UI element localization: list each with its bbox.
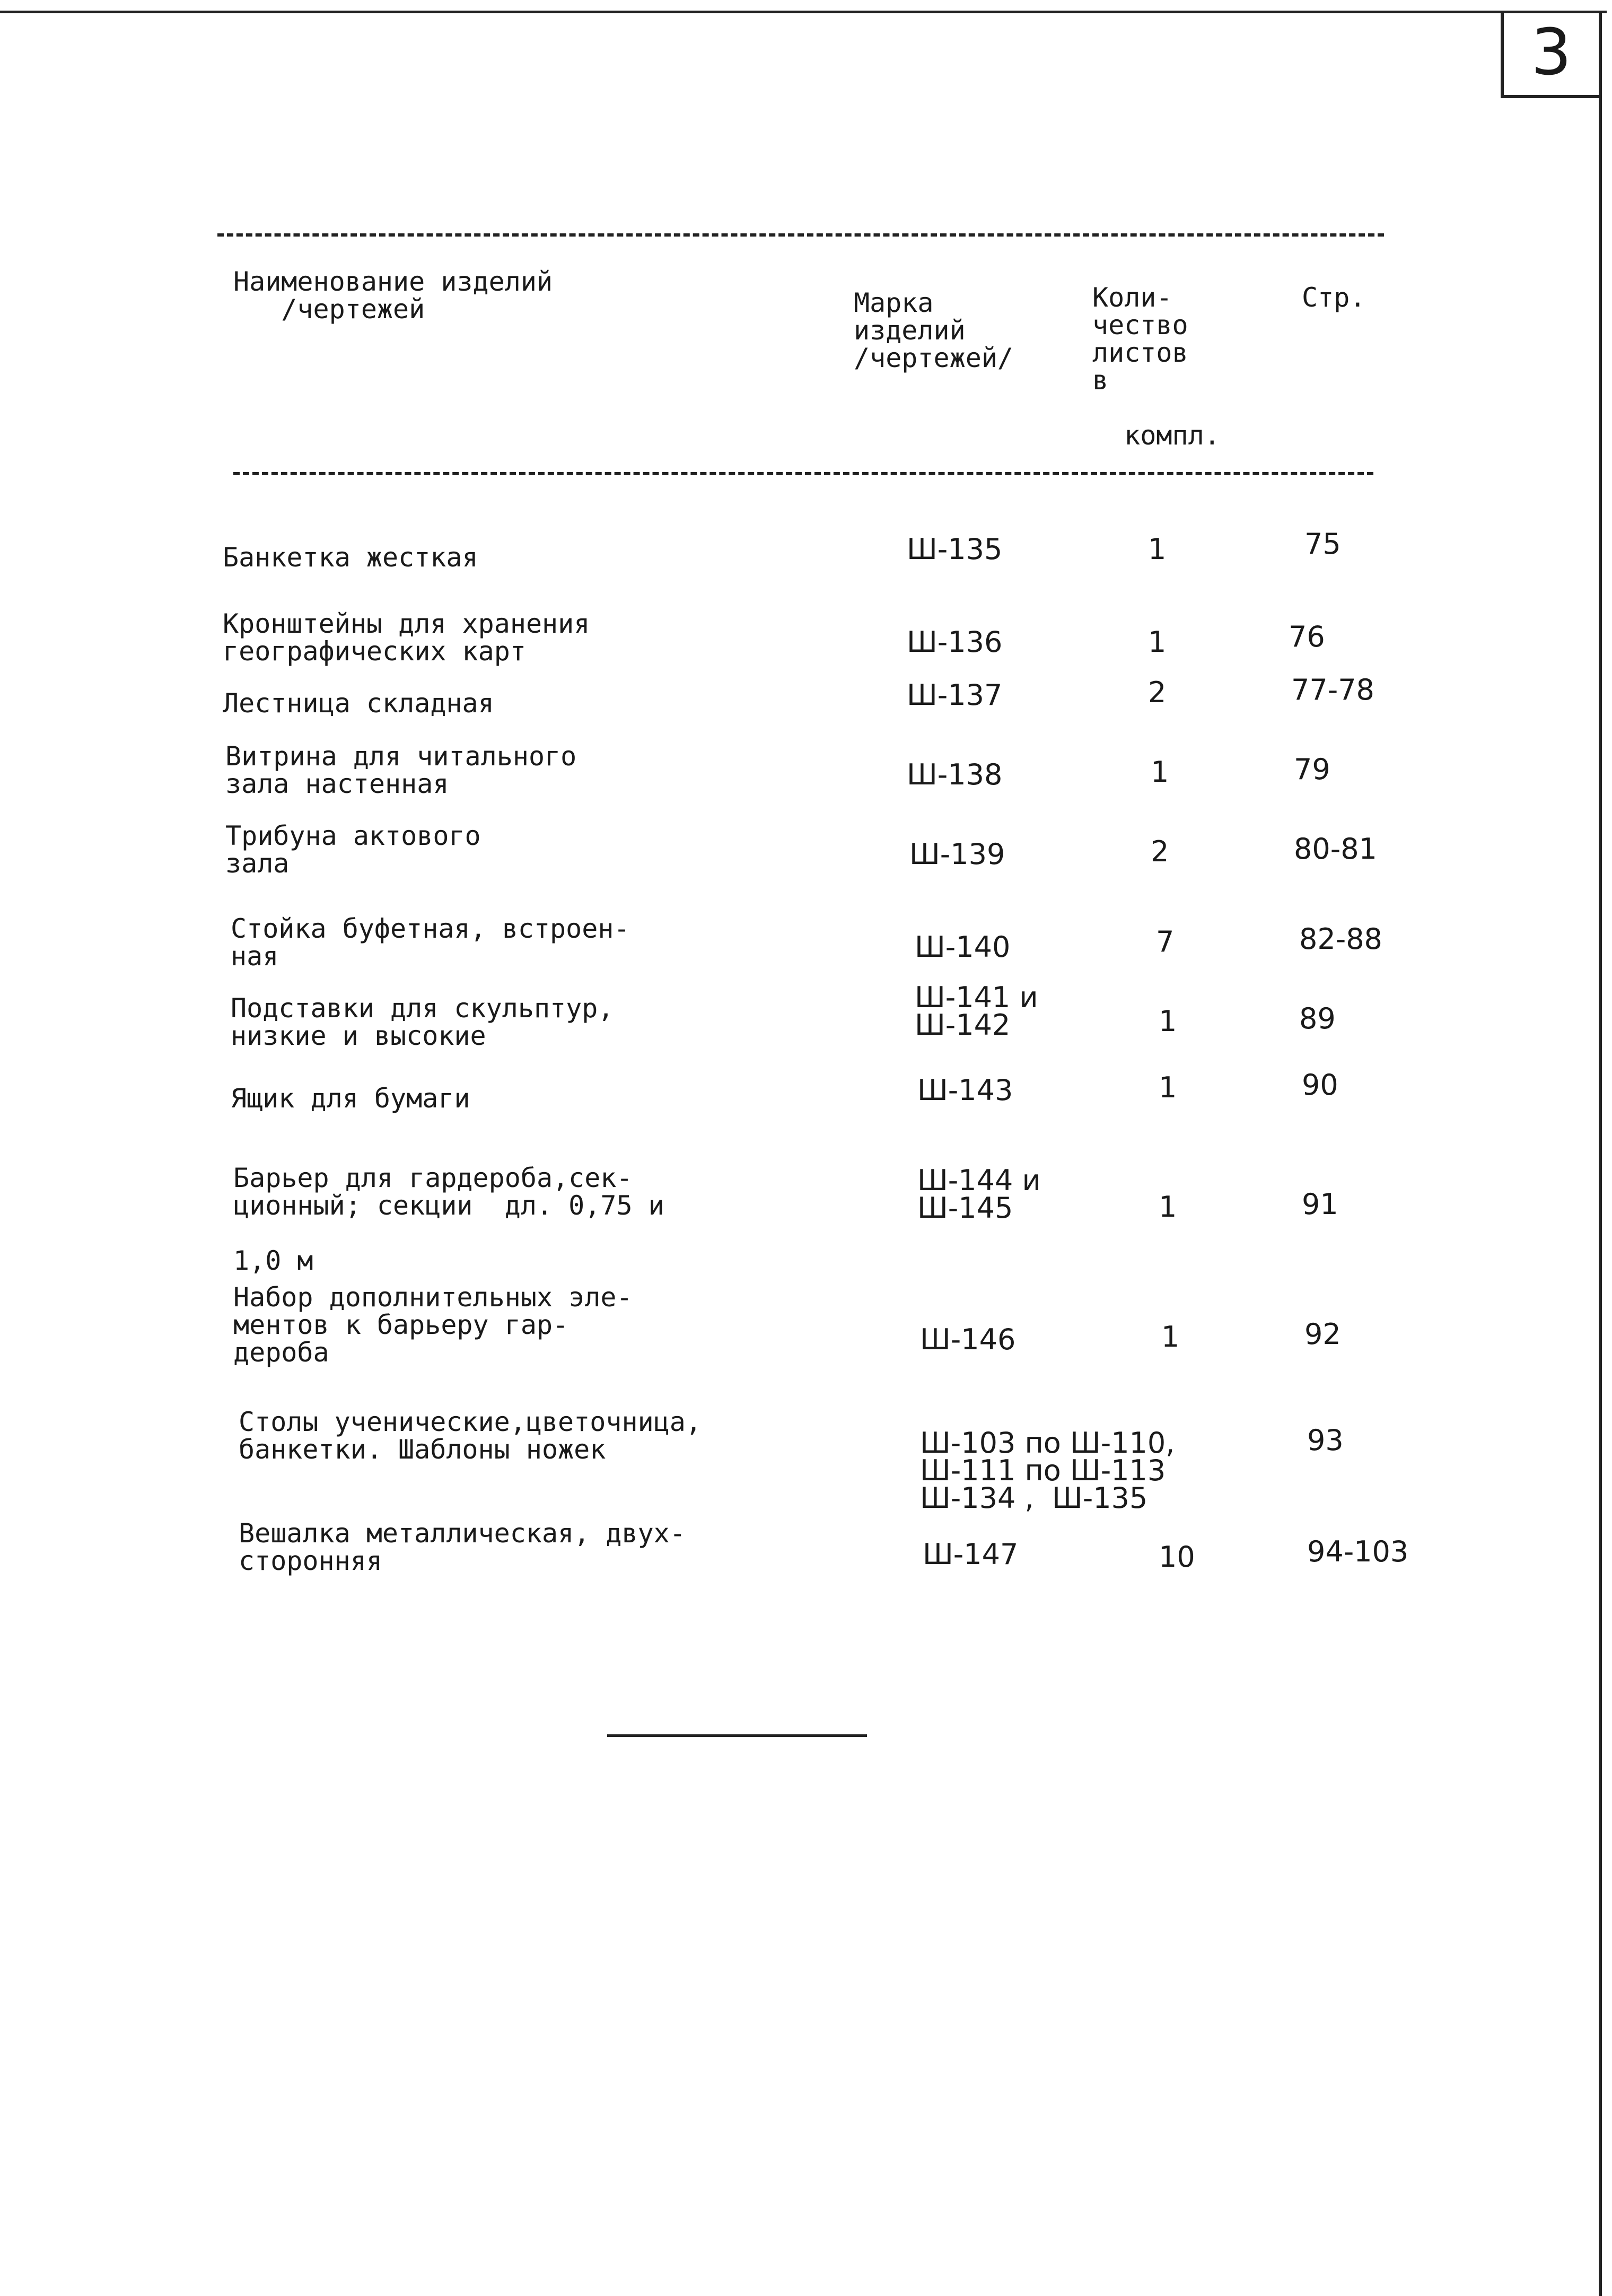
- row-1-mark: Ш-136: [907, 625, 1003, 659]
- row-9-page: 92: [1304, 1317, 1341, 1351]
- row-11-qty: 10: [1159, 1540, 1195, 1574]
- page-number: 3: [1501, 11, 1599, 98]
- row-0-mark: Ш-135: [907, 532, 1003, 566]
- row-7-mark: Ш-143: [917, 1073, 1013, 1107]
- row-10-page: 93: [1307, 1424, 1344, 1457]
- row-5-mark: Ш-140: [915, 930, 1011, 964]
- row-11-page: 94-103: [1307, 1535, 1409, 1568]
- row-8-qty: 1: [1159, 1190, 1177, 1224]
- row-4-qty: 2: [1151, 835, 1169, 868]
- closing-rule: [607, 1734, 867, 1737]
- row-2-page: 77-78: [1291, 673, 1374, 706]
- row-10-name: Столы ученические,цветочница, банкетки. Шаблоны ножек: [239, 1407, 702, 1465]
- header-qty: Коли- чество листов в компл.: [1092, 282, 1220, 451]
- row-5-name: Стойка буфетная, встроен- ная: [231, 913, 630, 972]
- frame-right-border: [1599, 11, 1602, 2296]
- row-8-name: Барьер для гардероба,сек- ционный; секции дл. 0,75 и 1,0 м: [233, 1163, 664, 1276]
- row-8-mark: Ш-144 и Ш-145: [917, 1164, 1041, 1225]
- row-7-page: 90: [1302, 1068, 1338, 1102]
- table-top-dashed-rule: [217, 233, 1384, 237]
- row-6-name: Подставки для скульптур, низкие и высокие: [231, 993, 614, 1051]
- row-0-page: 75: [1304, 527, 1341, 561]
- row-4-page: 80-81: [1294, 832, 1377, 866]
- row-8-page: 91: [1302, 1188, 1338, 1221]
- row-1-name: Кронштейны для хранения географических карт: [223, 608, 590, 667]
- row-1-page: 76: [1289, 620, 1325, 653]
- header-name: Наименование изделий /чертежей: [233, 266, 553, 325]
- row-2-mark: Ш-137: [907, 678, 1003, 712]
- frame-top-border: [0, 11, 1607, 13]
- row-7-qty: 1: [1159, 1071, 1177, 1104]
- row-2-name: Лестница складная: [223, 688, 494, 719]
- row-3-page: 79: [1294, 753, 1330, 786]
- row-0-name: Банкетка жесткая: [223, 542, 478, 573]
- row-1-qty: 1: [1148, 625, 1167, 659]
- row-0-qty: 1: [1148, 532, 1167, 566]
- row-5-qty: 7: [1156, 925, 1175, 958]
- row-4-name: Трибуна актового зала: [225, 820, 481, 879]
- row-10-mark: Ш-103 по Ш-110, Ш-111 по Ш-113 Ш-134 , Ш-135: [920, 1426, 1175, 1515]
- row-4-mark: Ш-139: [909, 837, 1005, 871]
- row-6-mark: Ш-141 и Ш-142: [915, 981, 1038, 1042]
- row-3-qty: 1: [1151, 755, 1169, 789]
- header-mark: Марка изделий /чертежей/: [854, 287, 1014, 373]
- row-6-page: 89: [1299, 1002, 1336, 1035]
- row-9-mark: Ш-146: [920, 1323, 1016, 1356]
- row-3-name: Витрина для читального зала настенная: [225, 741, 577, 799]
- row-3-mark: Ш-138: [907, 758, 1003, 791]
- row-9-qty: 1: [1161, 1320, 1180, 1354]
- row-11-mark: Ш-147: [923, 1538, 1019, 1571]
- header-bottom-dashed-rule: [233, 472, 1373, 475]
- header-page: Стр.: [1302, 282, 1366, 313]
- row-2-qty: 2: [1148, 676, 1167, 709]
- row-6-qty: 1: [1159, 1005, 1177, 1038]
- row-5-page: 82-88: [1299, 922, 1382, 956]
- row-7-name: Ящик для бумаги: [231, 1083, 470, 1114]
- row-11-name: Вешалка металлическая, двух- сторонняя: [239, 1518, 686, 1576]
- row-9-name: Набор дополнительных эле- ментов к барьеру гар- дероба: [233, 1282, 633, 1368]
